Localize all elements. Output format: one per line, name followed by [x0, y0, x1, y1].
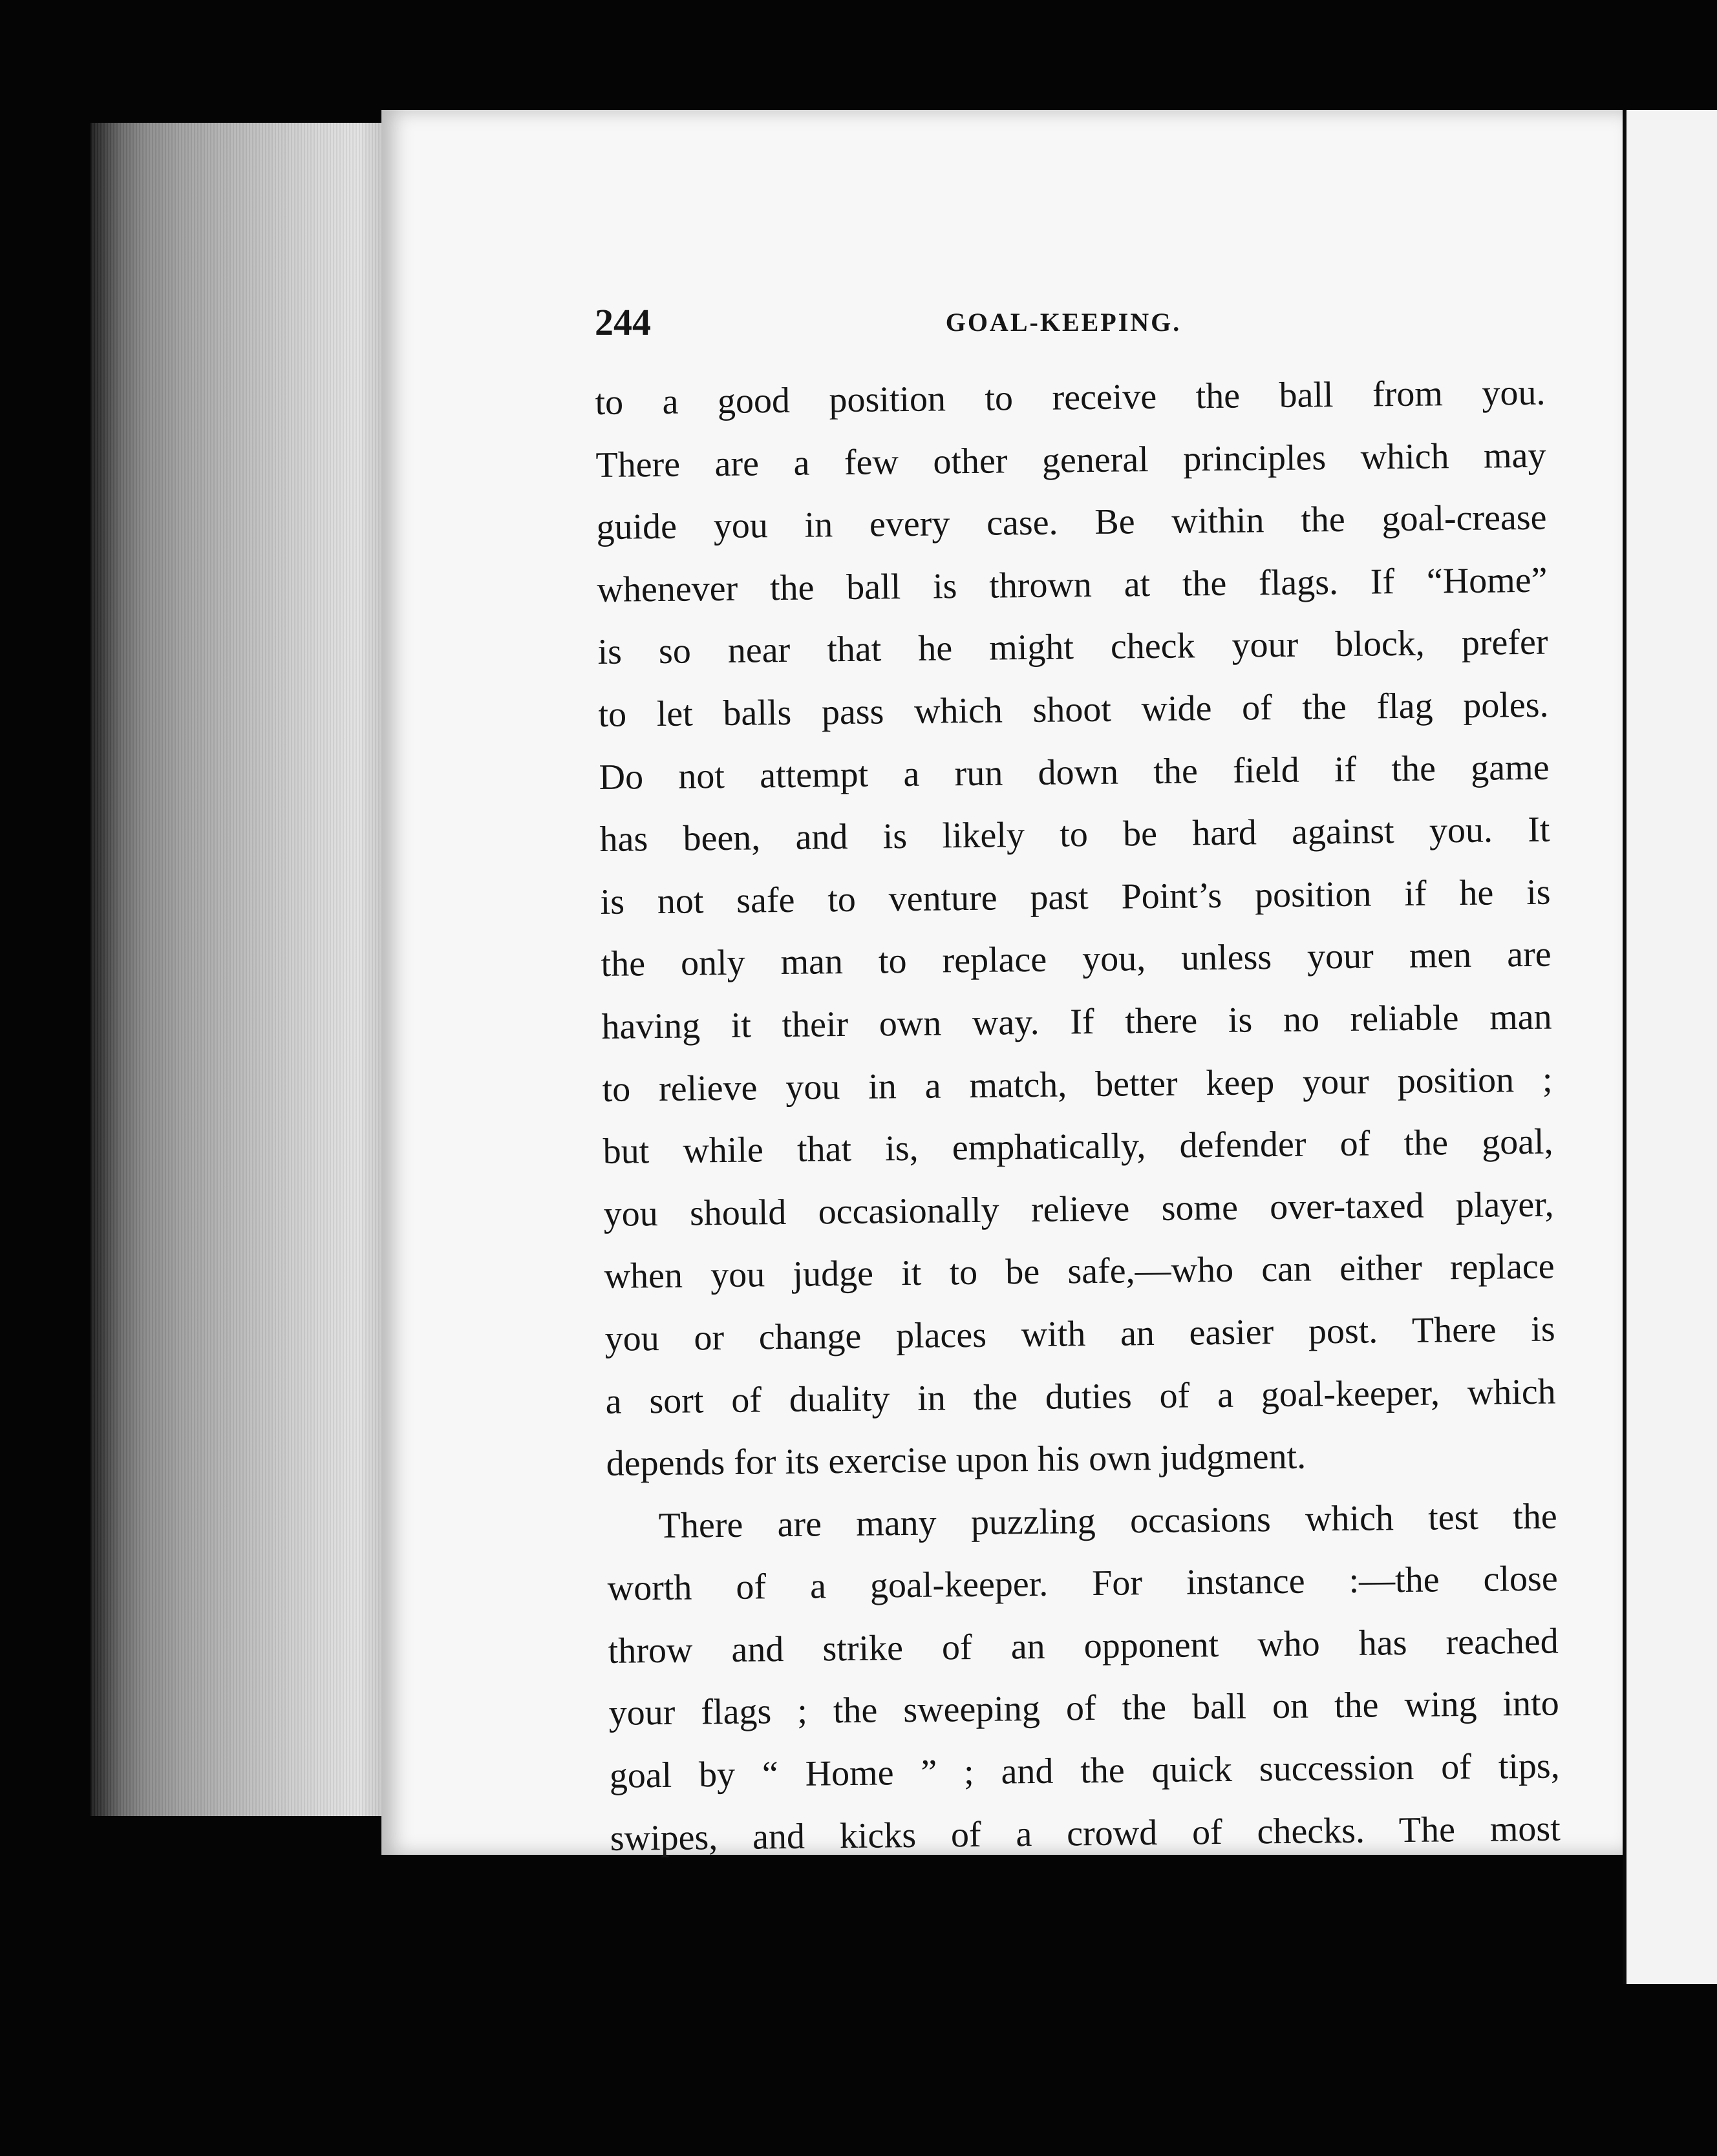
text-line: Do not attempt a run down the field if the game [599, 747, 1550, 798]
text-line: you should occasionally relieve some over-taxed player, [603, 1184, 1554, 1234]
text-line: goal by “ Home ” ; and the quick succession of tips, [609, 1746, 1561, 1796]
page-body [595, 362, 1561, 1870]
page-number: 244 [595, 301, 651, 343]
text-line: whenever the ball is thrown at the flags. If “Home” [597, 560, 1548, 610]
text-line: when you judge it to be safe,—who can either replace [604, 1246, 1555, 1297]
text-line: having it their own way. If there is no reliable man [601, 997, 1552, 1047]
text-line: depends for its exercise upon his own judgment. [606, 1436, 1306, 1484]
page-header [595, 301, 1532, 359]
page-edge-texture [91, 123, 394, 1816]
book-page-edges [91, 123, 394, 1816]
text-line: There are many puzzling occasions which test the [658, 1496, 1557, 1546]
text-line: worth of a goal-keeper. For instance :—the close [607, 1558, 1558, 1609]
text-line: you or change places with an easier post. There is [604, 1309, 1555, 1359]
book-page [381, 110, 1623, 1859]
facing-page-edge [1623, 110, 1717, 1984]
text-line: to let balls pass which shoot wide of the flag poles. [598, 684, 1549, 735]
text-line: is so near that he might check your block, prefer [597, 622, 1548, 673]
text-line: your flags ; the sweeping of the ball on the wing into [608, 1683, 1559, 1734]
text-line: to relieve you in a match, better keep your position ; [602, 1059, 1553, 1110]
text-line: throw and strike of an opponent who has reached [608, 1621, 1559, 1671]
text-line: to a good position to receive the ball from you. [595, 372, 1546, 423]
text-line: the only man to replace you, unless your men are [601, 934, 1552, 985]
text-line: There are a few other general principles which may [595, 435, 1546, 485]
text-line: guide you in every case. Be within the goal-crease [596, 497, 1547, 548]
text-line: is not safe to venture past Point’s position if he is [600, 872, 1551, 922]
text-line: a sort of duality in the duties of a goal-keeper, which [605, 1371, 1556, 1422]
running-head: GOAL-KEEPING. [945, 308, 1182, 337]
text-line: swipes, and kicks of a crowd of checks. The most [610, 1808, 1561, 1859]
text-line: but while that is, emphatically, defender of the goal, [603, 1121, 1553, 1172]
text-line: has been, and is likely to be hard against you. It [599, 809, 1550, 860]
